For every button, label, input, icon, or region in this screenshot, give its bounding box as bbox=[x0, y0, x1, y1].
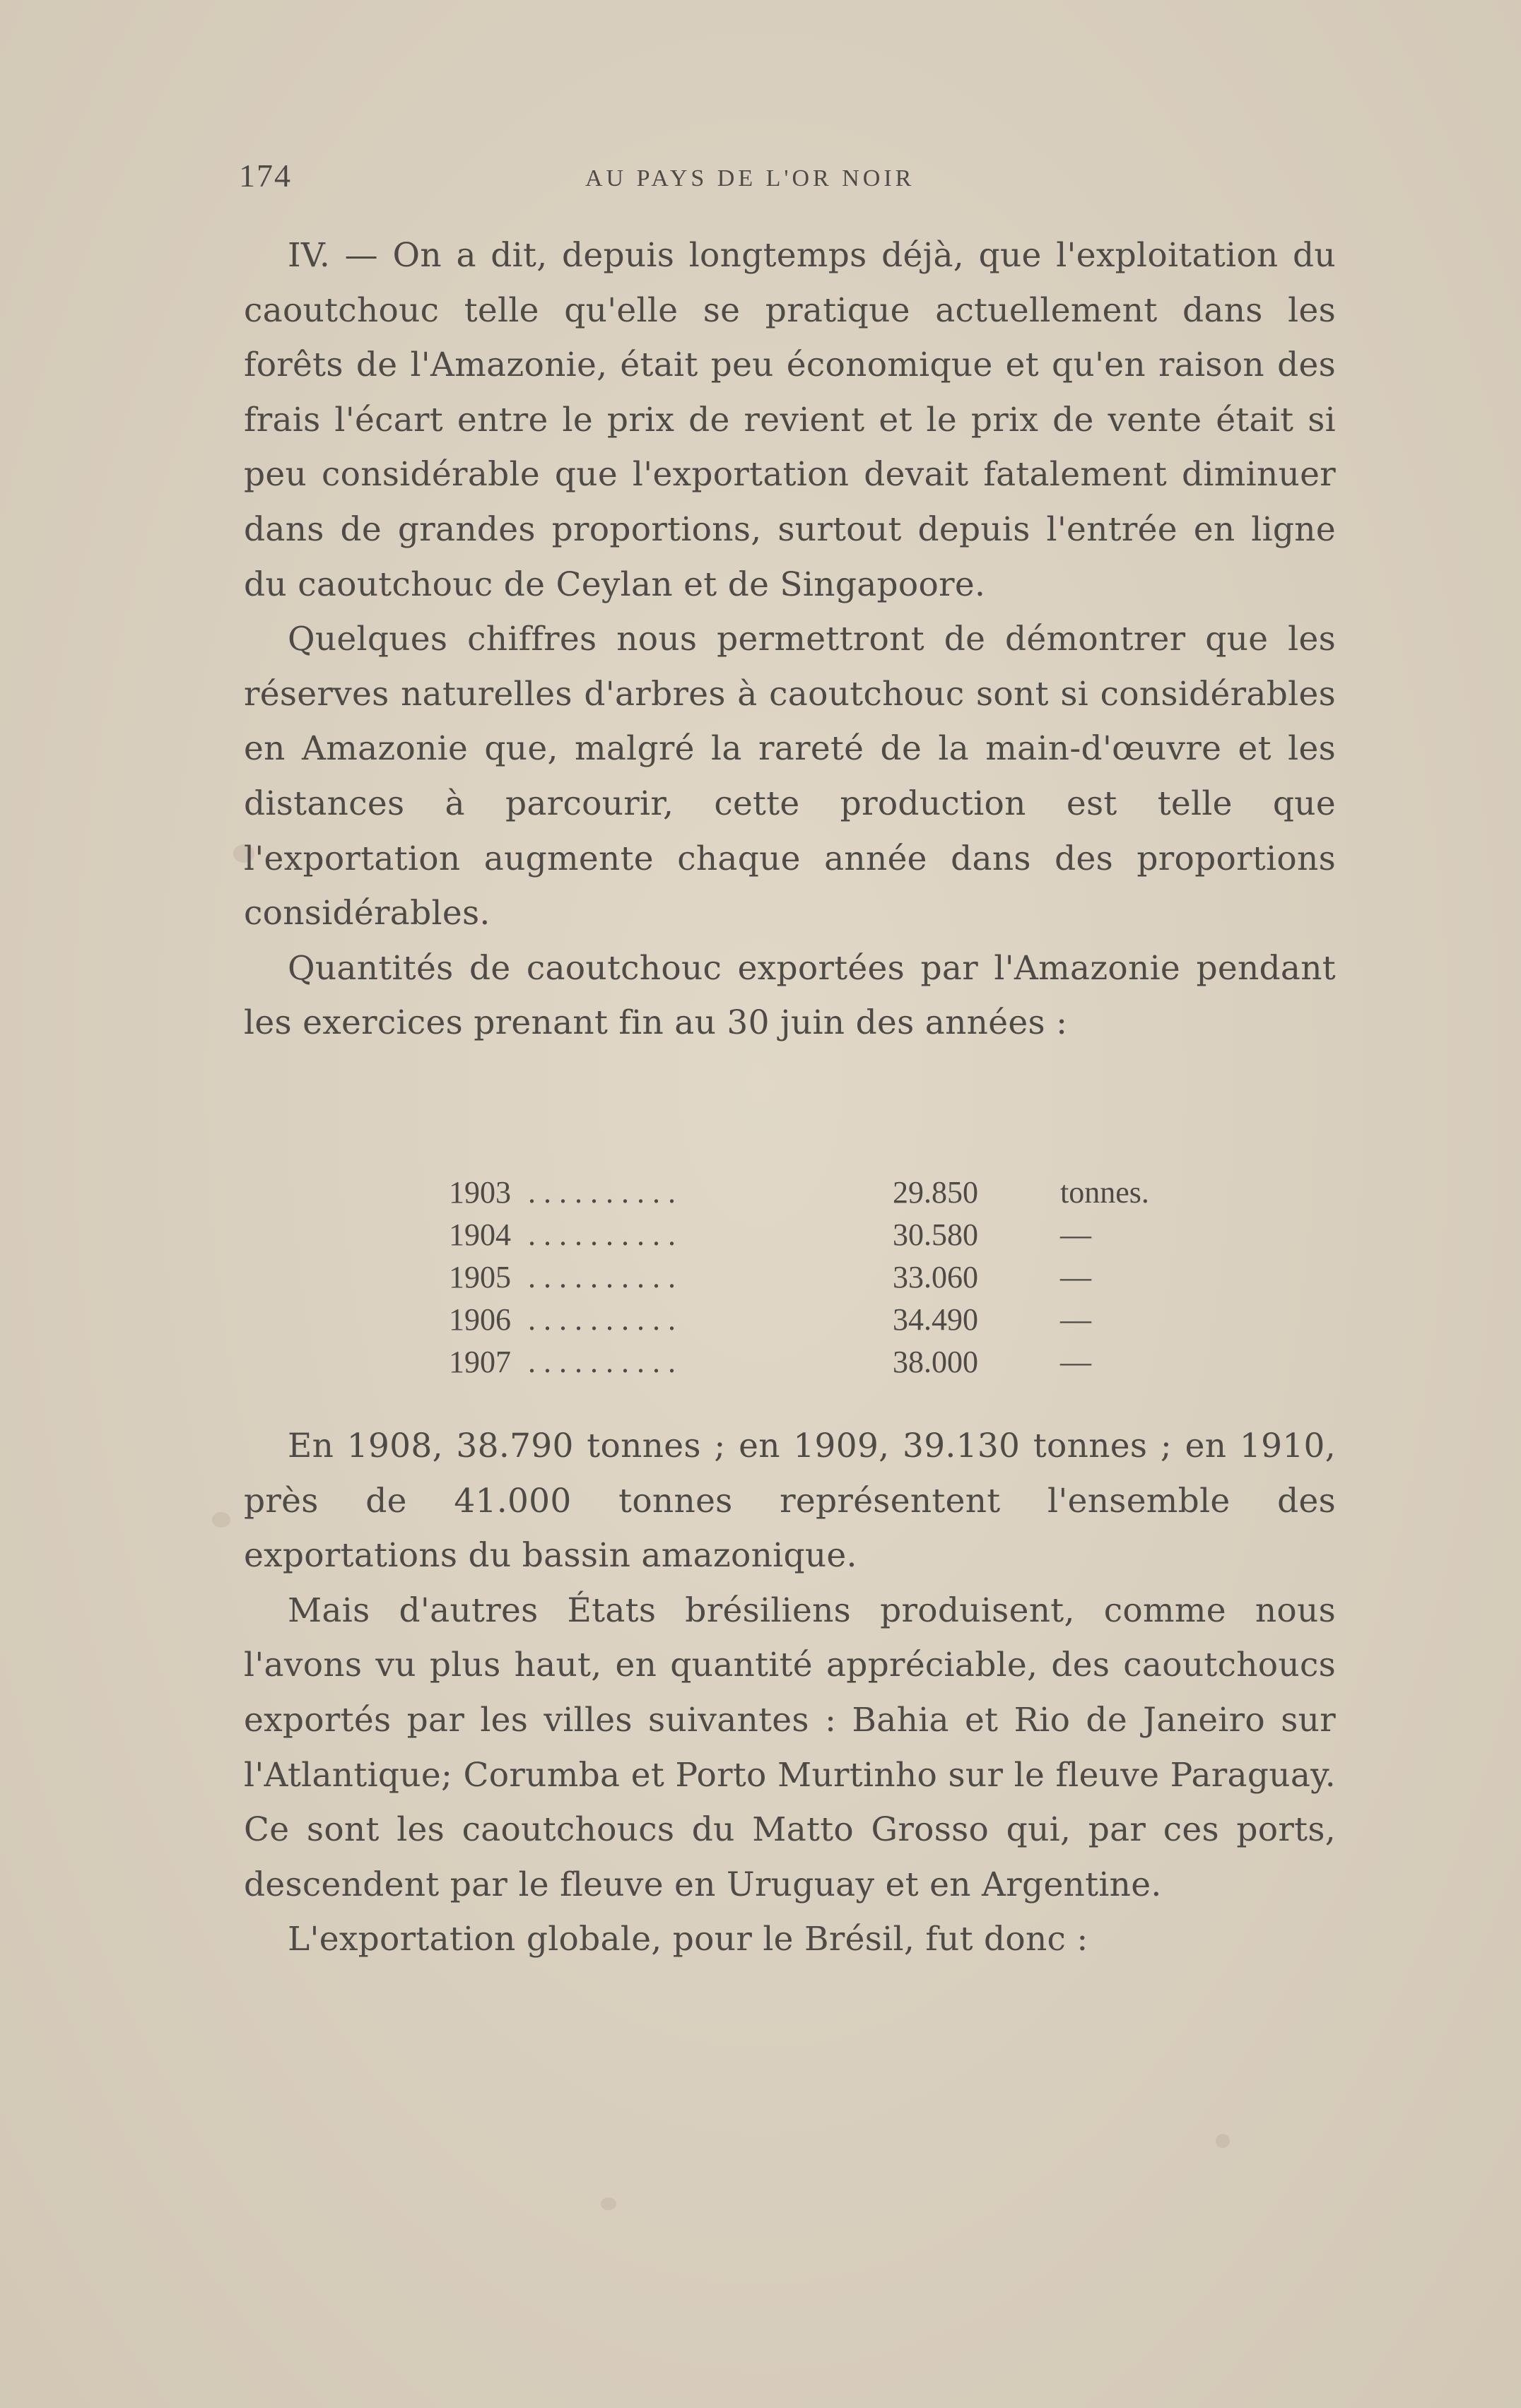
exports-table bbox=[449, 1174, 1149, 1386]
table-row bbox=[449, 1302, 1141, 1344]
paper-stain bbox=[1216, 2134, 1230, 2148]
unit-cell: — bbox=[1060, 1345, 1091, 1379]
dot-leader: .......... bbox=[528, 1302, 683, 1337]
year-cell: 1903 bbox=[449, 1175, 511, 1210]
running-title: AU PAYS DE L'OR NOIR bbox=[585, 165, 915, 191]
page-number: 174 bbox=[239, 158, 292, 194]
value-cell: 38.000 bbox=[893, 1345, 978, 1379]
paragraph: L'exportation globale, pour le Brésil, fut donc : bbox=[288, 1920, 1088, 1959]
unit-cell: — bbox=[1060, 1217, 1091, 1252]
paragraph: En 1908, 38.790 tonnes ; en 1909, 39.130 tonnes ; en 1910, près de 41.000 tonnes représentent l'ensemble des exportations du bassin amazonique. bbox=[244, 1427, 1336, 1576]
paragraph: IV. — On a dit, depuis longtemps déjà, que l'exploitation du caoutchouc telle qu'elle se pratique actuellement dans les forêts de l'Amazonie, était peu économique et qu'en raison des frais l'écart entre le prix de revient et le prix de vente était si peu considérable que l'exportation devait fatalement diminuer dans de grandes proportions, surtout depuis l'entrée en ligne du caoutchouc de Ceylan et de Singapoore. bbox=[244, 236, 1336, 604]
paragraph: Quantités de caoutchouc exportées par l'Amazonie pendant les exercices prenant fin au 30 juin des années : bbox=[244, 948, 1336, 1043]
unit-cell: tonnes. bbox=[1060, 1175, 1149, 1210]
paper-stain bbox=[601, 2197, 616, 2210]
year-cell: 1907 bbox=[449, 1345, 511, 1379]
unit-cell: — bbox=[1060, 1302, 1091, 1337]
paragraph: Mais d'autres États brésiliens produisent, comme nous l'avons vu plus haut, en quantité appréciable, des caoutchoucs exportés par les villes suivantes : Bahia et Rio de Janeiro sur l'Atlantique; Corumba et Porto Murtinho sur le fleuve Paraguay. Ce sont les caoutchoucs du Matto Grosso qui, par ces ports, descendent par le fleuve en Uruguay et en Argentine. bbox=[244, 1590, 1336, 1904]
paper-stain bbox=[212, 1512, 230, 1528]
dot-leader: .......... bbox=[528, 1345, 683, 1379]
page-header bbox=[239, 157, 1341, 199]
table-row bbox=[449, 1217, 1141, 1259]
table-row bbox=[449, 1259, 1141, 1302]
value-cell: 30.580 bbox=[893, 1217, 978, 1252]
dot-leader: .......... bbox=[528, 1260, 683, 1294]
paragraph: Quelques chiffres nous permettront de démontrer que les réserves naturelles d'arbres à caoutchouc sont si considérables en Amazonie que, malgré la rareté de la main-d'œuvre et les distances à parcourir, cette production est telle que l'exportation augmente chaque année dans des proportions considérables. bbox=[244, 620, 1336, 933]
value-cell: 33.060 bbox=[893, 1260, 978, 1294]
dot-leader: .......... bbox=[528, 1217, 683, 1252]
table-row bbox=[449, 1174, 1149, 1217]
body-text-lower bbox=[244, 1419, 1336, 1967]
unit-cell: — bbox=[1060, 1260, 1091, 1294]
year-cell: 1904 bbox=[449, 1217, 511, 1252]
year-cell: 1905 bbox=[449, 1260, 511, 1294]
table-row bbox=[449, 1344, 1141, 1386]
year-cell: 1906 bbox=[449, 1302, 511, 1337]
body-text-upper bbox=[244, 228, 1336, 1051]
dot-leader: .......... bbox=[528, 1175, 683, 1210]
value-cell: 34.490 bbox=[893, 1302, 978, 1337]
value-cell: 29.850 bbox=[893, 1175, 978, 1210]
